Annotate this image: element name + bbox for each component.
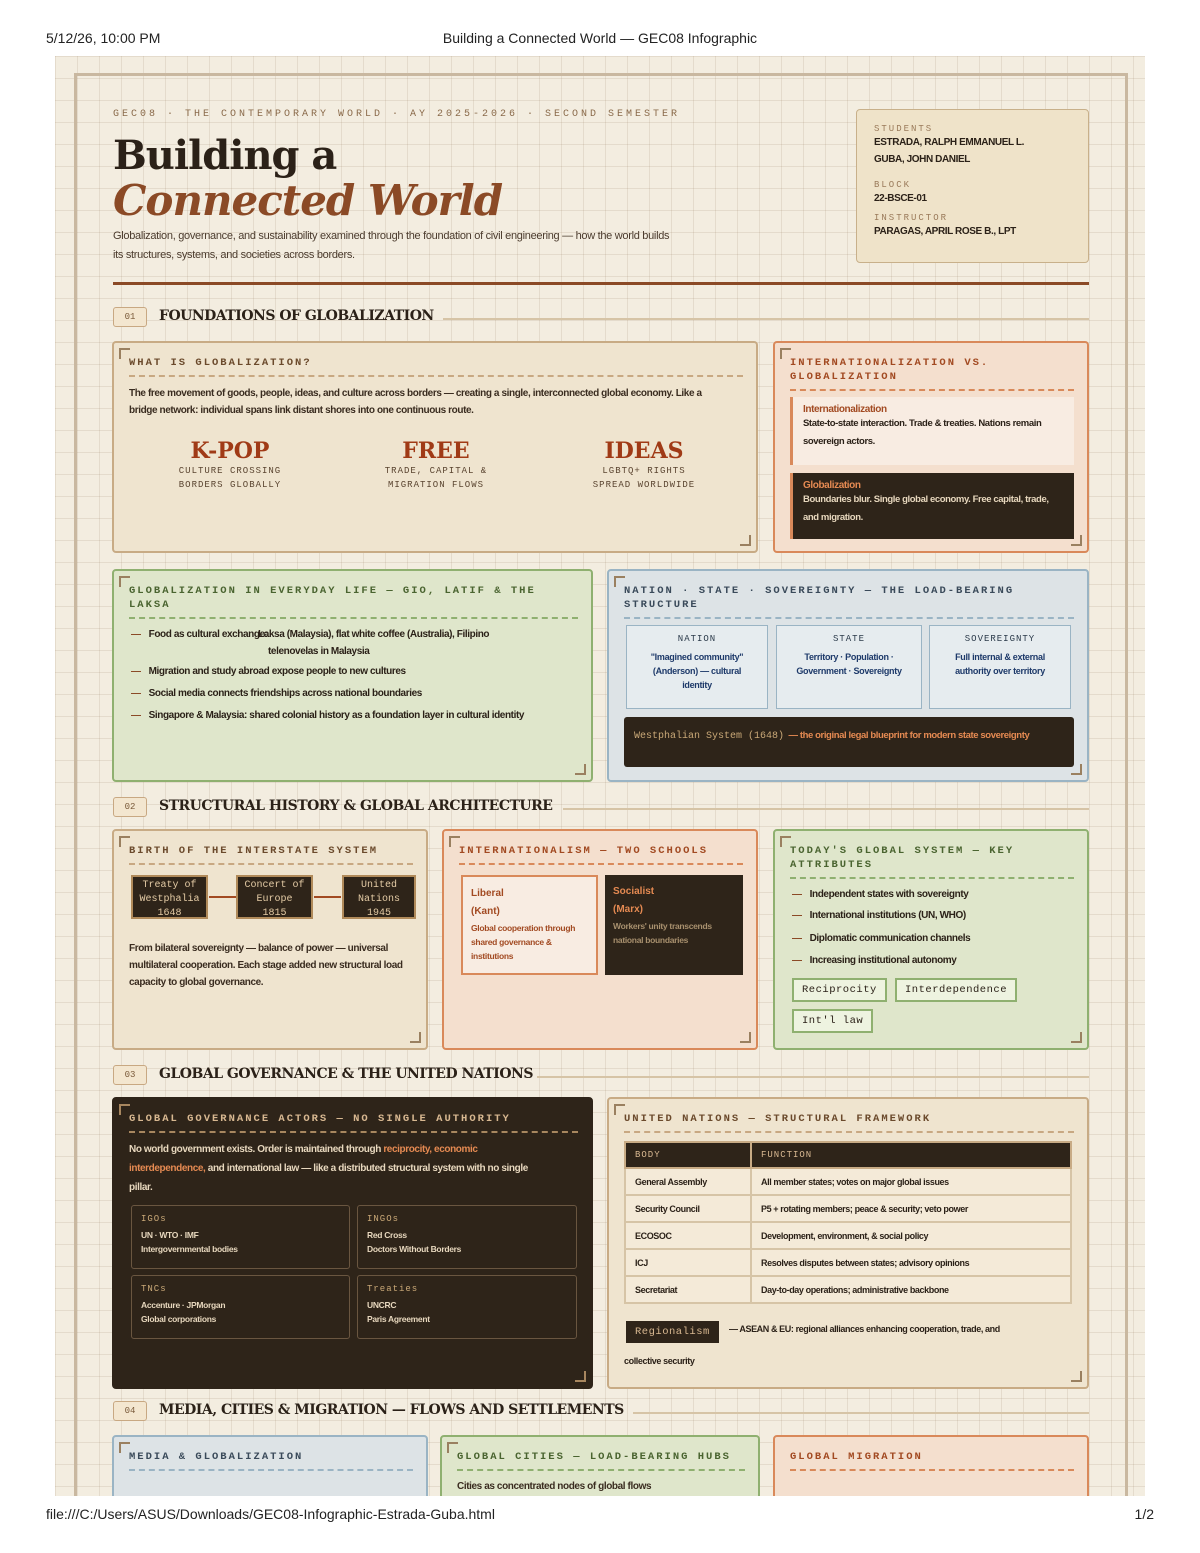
print-datetime: 5/12/26, 10:00 PM bbox=[46, 30, 161, 46]
what-is-globalization-card bbox=[112, 341, 758, 553]
two-schools-card bbox=[442, 829, 758, 1050]
today-item: — Diplomatic communication channels bbox=[792, 930, 970, 947]
print-header bbox=[46, 30, 1154, 48]
students-label: STUDENTS bbox=[874, 124, 934, 134]
section-line bbox=[443, 318, 1089, 320]
card-title: INTERNATIONALIZATION VS. GLOBALIZATION bbox=[790, 357, 990, 383]
card-title: BIRTH OF THE INTERSTATE SYSTEM bbox=[129, 845, 379, 857]
title-line-2: Connected World bbox=[113, 176, 503, 225]
info-card bbox=[856, 109, 1089, 263]
stat-ideas: IDEAS LGBTQ+ RIGHTS SPREAD WORLDWIDE bbox=[592, 438, 696, 490]
table-row: ECOSOC Development, environment, & social policy bbox=[625, 1222, 1071, 1249]
section-02-header: 02 STRUCTURAL HISTORY & GLOBAL ARCHITECTURE bbox=[113, 797, 1089, 819]
section-04-header: 04 MEDIA, CITIES & MIGRATION — FLOWS AND SETTLEMENTS bbox=[113, 1401, 1089, 1423]
print-footer bbox=[46, 1506, 1154, 1524]
student-1: ESTRADA, RALPH EMMANUEL L. bbox=[874, 137, 1024, 148]
un-table bbox=[624, 1141, 1072, 1304]
block-label: BLOCK bbox=[874, 180, 912, 190]
title-line-1: Building a bbox=[113, 132, 337, 179]
timeline-arrow bbox=[209, 896, 236, 898]
print-file-path: file:///C:/Users/ASUS/Downloads/GEC08-Infographic-Estrada-Guba.html bbox=[46, 1506, 495, 1522]
card-title: TODAY'S GLOBAL SYSTEM — KEY ATTRIBUTES bbox=[790, 845, 1015, 871]
igos-box: IGOs UN · WTO · IMF Intergovernmental bodies bbox=[131, 1205, 350, 1269]
student-2: GUBA, JOHN DANIEL bbox=[874, 154, 970, 165]
stat-free: FREE TRADE, CAPITAL & MIGRATION FLOWS bbox=[384, 438, 488, 490]
sovereignty-box: SOVEREIGNTY Full internal & external authority over territory bbox=[929, 625, 1071, 709]
intl-vs-globalization-card bbox=[773, 341, 1089, 553]
treaties-box: Treaties UNCRC Paris Agreement bbox=[357, 1275, 577, 1339]
table-row: General Assembly All member states; votes on major global issues bbox=[625, 1168, 1071, 1195]
un-framework-card bbox=[607, 1097, 1089, 1389]
global-cities-card bbox=[440, 1435, 760, 1496]
today-item: — Independent states with sovereignty bbox=[792, 886, 968, 903]
block-value: 22-BSCE-01 bbox=[874, 193, 927, 204]
subtitle: Globalization, governance, and sustainability examined through the foundation of civil engineering — how the world builds its structures, systems, and societies across borders. bbox=[113, 230, 670, 261]
socialist-box: Socialist (Marx) Workers' unity transcends national boundaries bbox=[605, 875, 743, 975]
nation-state-card bbox=[607, 569, 1089, 782]
section-03-header: 03 GLOBAL GOVERNANCE & THE UNITED NATIONS bbox=[113, 1065, 1089, 1087]
header-rule bbox=[113, 282, 1089, 285]
ingos-box: INGOs Red Cross Doctors Without Borders bbox=[357, 1205, 577, 1269]
liberal-box: Liberal (Kant) Global cooperation through shared governance & institutions bbox=[461, 875, 598, 975]
card-title: NATION · STATE · SOVEREIGNTY — THE LOAD-BEARING STRUCTURE bbox=[624, 585, 1015, 611]
print-page-title: Building a Connected World — GEC08 Infographic bbox=[442, 30, 758, 46]
media-card bbox=[112, 1435, 428, 1496]
table-row: Security Council P5 + rotating members; peace & security; veto power bbox=[625, 1195, 1071, 1222]
section-title: FOUNDATIONS OF GLOBALIZATION bbox=[159, 308, 434, 324]
state-box: STATE Territory · Population · Government · Sovereignty bbox=[776, 625, 922, 709]
table-row: Secretariat Day-to-day operations; administrative backbone bbox=[625, 1276, 1071, 1303]
food-detail: Laksa (Malaysia), flat white coffee (Australia), Filipino telenovelas in Malaysia bbox=[258, 629, 490, 657]
card-title: INTERNATIONALISM — TWO SCHOOLS bbox=[459, 845, 709, 857]
instructor-value: PARAGAS, APRIL ROSE B., LPT bbox=[874, 226, 1016, 237]
print-page-count: 1/2 bbox=[1134, 1506, 1154, 1522]
everyday-item-2: — Migration and study abroad expose people to new cultures bbox=[131, 663, 406, 680]
nation-box: NATION "Imagined community" (Anderson) — cultural identity bbox=[626, 625, 768, 709]
birth-interstate-card bbox=[112, 829, 428, 1050]
birth-body: From bilateral sovereignty — balance of power — universal multilateral cooperation. Each stage added new structural load capacity to global governance. bbox=[129, 943, 403, 988]
governance-actors-card bbox=[112, 1097, 593, 1389]
westphalian-note: Westphalian System (1648) — the original legal blueprint for modern state sovereignty bbox=[624, 717, 1074, 767]
table-row: ICJ Resolves disputes between states; advisory opinions bbox=[625, 1249, 1071, 1276]
card-title: GLOBAL MIGRATION bbox=[790, 1451, 923, 1463]
card-title: GLOBAL CITIES — LOAD-BEARING HUBS bbox=[457, 1451, 731, 1463]
tag-intl-law: Int'l law bbox=[792, 1009, 873, 1033]
stat-kpop: K-POP CULTURE CROSSING BORDERS GLOBALLY bbox=[178, 438, 282, 490]
regionalism-tag: Regionalism bbox=[626, 1321, 719, 1343]
course-meta: GEC08 · THE CONTEMPORARY WORLD · AY 2025-2026 · SECOND SEMESTER bbox=[113, 109, 681, 120]
everyday-item-3: — Social media connects friendships across national boundaries bbox=[131, 685, 422, 702]
infographic-sheet bbox=[55, 56, 1145, 1496]
today-item: — Increasing institutional autonomy bbox=[792, 952, 956, 969]
today-item: — International institutions (UN, WHO) bbox=[792, 907, 966, 924]
regionalism-text-2: collective security bbox=[624, 1356, 695, 1366]
instructor-label: INSTRUCTOR bbox=[874, 213, 949, 223]
tncs-box: TNCs Accenture · JPMorgan Global corporations bbox=[131, 1275, 350, 1339]
card-title: WHAT IS GLOBALIZATION? bbox=[129, 357, 312, 369]
globalization-box: Globalization Boundaries blur. Single global economy. Free capital, trade, and migration. bbox=[790, 473, 1074, 539]
today-global-system-card bbox=[773, 829, 1089, 1050]
tag-reciprocity: Reciprocity bbox=[792, 978, 887, 1002]
card-title: GLOBALIZATION IN EVERYDAY LIFE — GIO, LATIF & THE LAKSA bbox=[129, 585, 536, 611]
everyday-life-card bbox=[112, 569, 593, 782]
actors-body: No world government exists. Order is maintained through reciprocity, economic interdependence, and international law — like a distributed structural system with no single pillar. bbox=[129, 1144, 528, 1193]
col-body: BODY bbox=[625, 1142, 751, 1168]
timeline-westphalia: Treaty of Westphalia 1648 bbox=[131, 875, 208, 919]
tag-interdependence: Interdependence bbox=[895, 978, 1017, 1002]
card-title: GLOBAL GOVERNANCE ACTORS — NO SINGLE AUTHORITY bbox=[129, 1113, 511, 1125]
section-number: 01 bbox=[113, 307, 147, 327]
card-body: The free movement of goods, people, ideas, and culture across borders — creating a single, interconnected global economy. Like a bridge network: individual spans link distant shores into one continuous route. bbox=[129, 388, 702, 416]
cities-body: Cities as concentrated nodes of global flows bbox=[457, 1481, 652, 1492]
internationalization-box: Internationalization State-to-state interaction. Trade & treaties. Nations remain sovereign actors. bbox=[790, 397, 1074, 465]
section-01-header bbox=[113, 307, 1089, 329]
everyday-item-1: — Food as cultural exchange: bbox=[131, 626, 268, 643]
card-title: MEDIA & GLOBALIZATION bbox=[129, 1451, 304, 1463]
migration-card bbox=[773, 1435, 1089, 1496]
regionalism-text: — ASEAN & EU: regional alliances enhancing cooperation, trade, and bbox=[729, 1324, 1000, 1334]
timeline-arrow bbox=[314, 896, 341, 898]
everyday-item-4: — Singapore & Malaysia: shared colonial history as a foundation layer in cultural identity bbox=[131, 707, 524, 724]
timeline-un: United Nations 1945 bbox=[342, 875, 416, 919]
timeline-concert: Concert of Europe 1815 bbox=[236, 875, 313, 919]
col-function: FUNCTION bbox=[751, 1142, 1071, 1168]
card-title: UNITED NATIONS — STRUCTURAL FRAMEWORK bbox=[624, 1113, 932, 1125]
